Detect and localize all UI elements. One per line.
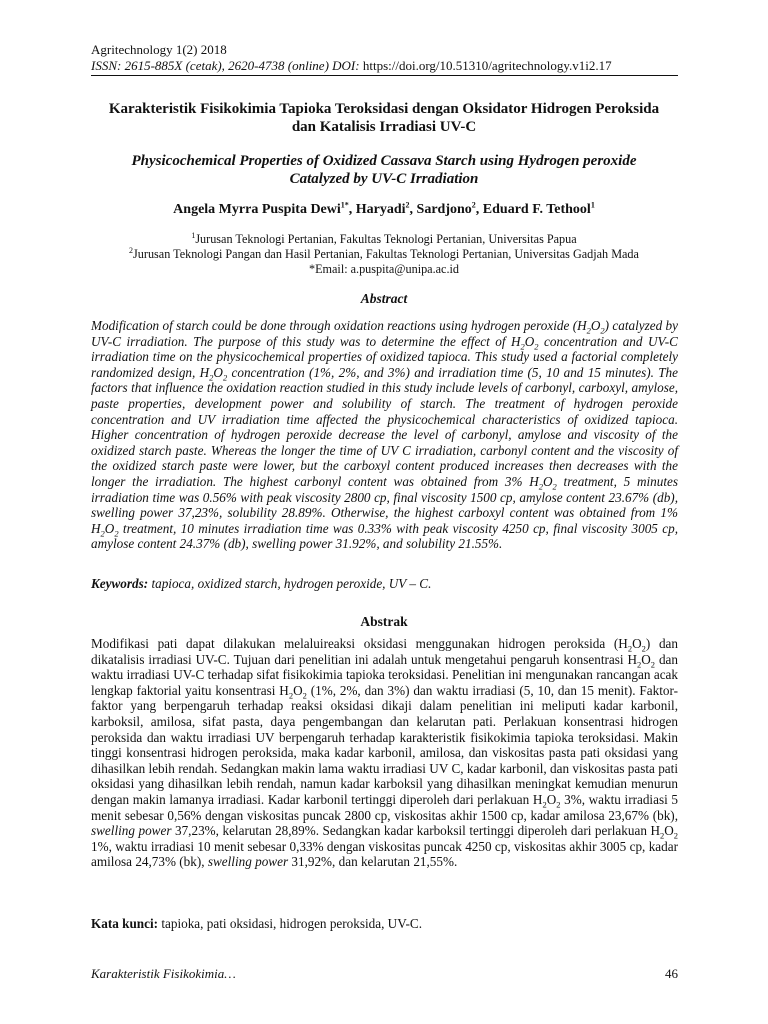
- doi-link[interactable]: https://doi.org/10.51310/agritechnology.v1i2.17: [362, 57, 612, 73]
- title-english: [70, 153, 698, 188]
- journal-name: Agritechnology 1(2) 2018: [91, 42, 227, 57]
- abstrak-italic-term: swelling power: [207, 854, 289, 870]
- abstrak-text: O: [546, 791, 557, 807]
- author-name: Haryadi: [355, 202, 406, 217]
- page-number: 46: [665, 966, 678, 981]
- author-separator: ,: [475, 202, 483, 217]
- abstrak-text: dan waktu irradiasi UV-C terhadap sifat fisikokimia tapioka teroksidasi. Penelitian ini mengunakan rancangan acak lengkap faktorial yaitu konsentrasi H: [91, 651, 678, 698]
- affiliation-text: Jurusan Teknologi Pertanian, Fakultas Teknologi Pertanian, Universitas Papua: [195, 232, 577, 246]
- abstrak-text: 1%, waktu irradiasi 10 menit sebesar 0,33% dengan viskositas puncak 4250 cp, viskositas akhir 3005 cp, kadar amilosa 24,73% (bk),: [91, 838, 678, 870]
- subscript: 2: [659, 830, 665, 841]
- author-superscript: 2: [471, 200, 476, 210]
- abstract-text: ) catalyzed by UV-C irradiation. The purpose of this study was to determine the effect of H: [91, 318, 679, 349]
- abstrak-heading: Abstrak: [360, 614, 408, 629]
- subscript: 2: [100, 528, 105, 539]
- author-superscript: 1: [590, 200, 595, 210]
- subscript: 2: [209, 372, 214, 383]
- abstract-text: concentration (1%, 2%, and 3%) and irradiation time (5, 10 and 15 minutes). The factors that influence the oxidation reaction studied in this study include levels of carbonyl, carboxyl, amylose, paste properties, development power and solubility of starch. The treatment of hydrogen peroxide concentration and UV irradiation time affected the physicochemical characteristics of oxidized tapioca. Higher concentration of hydrogen peroxide decrease the level of carbonyl, amylose and viscosity of the oxidized starch paste. Whereas the longer the time of UV C irradiation, carbonyl content and the viscosity of the oxidized starch paste were lower, but the carboxyl content produced increases then decreases with the longer the irradiation. The highest carbonyl content was obtained from 3% H: [91, 364, 678, 489]
- abstrak-italic-term: swelling power: [91, 823, 172, 839]
- abstrak-text: 31,92%, dan kelarutan 21,55%.: [288, 854, 458, 870]
- abstract-text: O: [543, 473, 553, 489]
- abstract-text: Modification of starch could be done through oxidation reactions using hydrogen peroxide (H: [91, 318, 587, 333]
- affiliations: [70, 232, 698, 276]
- abstract-heading: Abstract: [360, 291, 408, 306]
- title-en-line-1: Physicochemical Properties of Oxidized Cassava Starch using Hydrogen peroxide: [131, 153, 637, 169]
- affiliation-1: [70, 232, 698, 247]
- subscript: 2: [586, 325, 591, 336]
- abstrak-text: O: [664, 823, 674, 839]
- author-superscript: 1*: [340, 200, 349, 210]
- subscript: 2: [114, 528, 119, 539]
- subscript: 2: [542, 799, 547, 810]
- subscript: 2: [650, 659, 656, 670]
- subscript: 2: [552, 481, 557, 492]
- abstract-text: O: [213, 364, 223, 380]
- abstrak-text: 3%, waktu irradiasi 5 menit sebesar 0,56% dengan viskositas puncak 2800 cp, viskositas akhir 1500 cp, kadar amilosa 23,67% (bk),: [91, 791, 678, 823]
- subscript: 2: [534, 341, 539, 352]
- subscript: 2: [288, 690, 294, 701]
- author-name: Angela Myrra Puspita Dewi: [173, 202, 341, 217]
- author-separator: ,: [348, 202, 356, 217]
- abstrak-text: Modifikasi pati dapat dilakukan melaluireaksi oksidasi menggunakan hidrogen peroksida (H: [91, 636, 628, 651]
- affiliation-text: Jurusan Teknologi Pangan dan Hasil Pertanian, Fakultas Teknologi Pertanian, Universitas Gadjah Mada: [133, 246, 639, 261]
- abstrak-text: O: [293, 682, 303, 698]
- kata-kunci-line: [91, 916, 678, 932]
- title-indonesian: [70, 101, 698, 136]
- author-list: [70, 202, 698, 218]
- title-id-line-2: dan Katalisis Irradiasi UV-C: [291, 118, 477, 135]
- affiliation-number: 2: [129, 245, 134, 255]
- abstrak-text: 37,23%, kelarutan 28,89%. Sedangkan kadar karboksil tertinggi diperoleh dari perlakuan H: [171, 823, 660, 839]
- issn-doi-line: [91, 58, 678, 74]
- abstract-text: O: [524, 333, 535, 349]
- keywords-text: tapioca, oxidized starch, hydrogen peroxide, UV – C.: [148, 576, 432, 591]
- abstrak-text: O: [632, 636, 642, 651]
- issn-text: ISSN: 2615-885X (cetak), 2620-4738 (online) DOI:: [91, 57, 360, 73]
- abstract-text: concentration and UV-C irradiation time on the physicochemical properties of oxidized tapioca. This study used a factorial completely randomized design, H: [91, 333, 678, 380]
- subscript: 2: [673, 830, 678, 841]
- abstrak-text: ) dan dikatalisis irradiasi UV-C. Tujuan dari penelitian ini adalah untuk mengetahui pengaruh konsentrasi H: [91, 636, 678, 667]
- subscript: 2: [222, 372, 228, 383]
- running-title: Karakteristik Fisikokimia…: [91, 966, 236, 981]
- subscript: 2: [556, 799, 561, 810]
- subscript: 2: [641, 643, 646, 654]
- keywords-label: Keywords:: [91, 576, 149, 591]
- affiliation-number: 1: [191, 230, 196, 240]
- abstract-text: O: [590, 318, 601, 333]
- corresponding-email: *Email: a.puspita@unipa.ac.id: [309, 261, 459, 276]
- abstrak-text: (1%, 2%, dan 3%) dan waktu irradiasi (5, 10, dan 15 menit). Faktor-faktor yang berpengaruh terhadap reaksi oksidasi dikaji dalam penelitian ini meliputi kadar karbonil, karboksil, amilosa, sifat pasta, daya pengembangan dan kelarutan pati. Perlakuan konsentrasi hidrogen peroksida dan waktu irradiasi UV berpengaruh terhadap karakteristik fisikokimia tapioka teroksidasi. Makin tinggi konsentrasi hidrogen peroksida, maka kadar karbonil, amilosa, dan viskositas pasta pati oksidasi yang dihasilkan lebih rendah. Sedangkan makin lama waktu irradiasi UV C, kadar karbonil, dan viskositas pasta pati oksidasi yang dihasilkan lebih rendah, namun kadar karboksil yang dihasilkan meningkat kemudian menurun dengan makin lamanya irradiasi. Kadar karbonil tertinggi diperoleh dari perlakuan H: [91, 682, 678, 807]
- subscript: 2: [636, 659, 642, 670]
- author-name: Eduard F. Tethool: [482, 202, 591, 217]
- keywords-line: [91, 576, 678, 592]
- abstrak-indonesian-body: [91, 636, 678, 870]
- kata-kunci-text: tapioka, pati oksidasi, hidrogen peroksida, UV-C.: [158, 916, 423, 931]
- subscript: 2: [627, 643, 633, 654]
- author-name: Sardjono: [416, 202, 472, 217]
- author-superscript: 2: [405, 200, 410, 210]
- kata-kunci-label: Kata kunci:: [91, 916, 159, 931]
- abstract-text: treatment, 5 minutes irradiation time was 0.56% with peak viscosity 2800 cp, final viscosity 1500 cp, amylose content 23.67% (db), swelling power 37,23%, solubility 28.89%. Otherwise, the highest carboxyl content was obtained from 1% H: [91, 473, 678, 536]
- abstract-english-body: [91, 318, 678, 552]
- abstract-text: O: [104, 520, 115, 536]
- title-id-line-1: Karakteristik Fisikokimia Tapioka Teroksidasi dengan Oksidator Hidrogen Peroksida: [108, 101, 660, 117]
- subscript: 2: [600, 325, 605, 336]
- subscript: 2: [538, 481, 543, 492]
- abstract-text: treatment, 10 minutes irradiation time was 0.33% with peak viscosity 4250 cp, final viscosity 3005 cp, amylose content 24.37% (db), swelling power 31.92%, and solubility 21.55%.: [91, 520, 678, 552]
- subscript: 2: [302, 690, 307, 701]
- subscript: 2: [520, 341, 525, 352]
- title-en-line-2: Catalyzed by UV-C Irradiation: [289, 170, 479, 187]
- journal-header: [91, 42, 678, 76]
- author-separator: ,: [409, 202, 417, 217]
- affiliation-2: [70, 247, 698, 262]
- page-footer: [91, 966, 678, 982]
- abstrak-text: O: [641, 651, 651, 667]
